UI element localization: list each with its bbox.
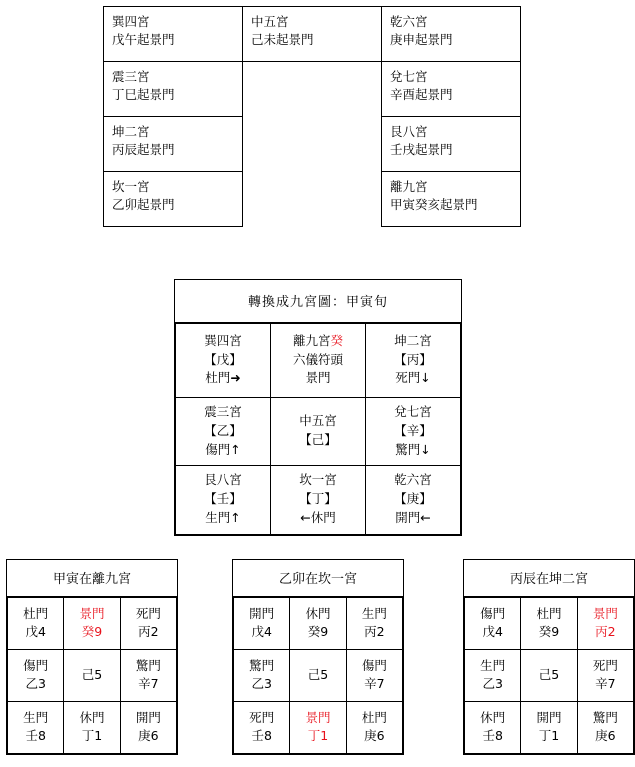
stem-number: 丁1 <box>307 728 329 743</box>
palace-label: 震三宮 <box>112 69 150 84</box>
palace-gate: 驚門↓ <box>395 441 431 457</box>
grid-cell <box>290 702 346 754</box>
grid-cell <box>234 650 290 702</box>
palace-cell-kun2 <box>366 324 461 398</box>
gate-grid-yimao <box>232 559 404 755</box>
palace-stem: 【壬】 <box>204 491 242 506</box>
palace-detail: 庚申起景門 <box>390 32 453 48</box>
palace-detail: 戊午起景門 <box>112 32 175 48</box>
palace-stem: 【辛】 <box>394 422 432 438</box>
gate-name: 生門 <box>23 709 49 725</box>
cell-gen8 <box>382 117 521 172</box>
palace-label: 艮八宮 <box>390 124 428 139</box>
palace-label-accent: 癸 <box>330 332 344 348</box>
stem-number: 己5 <box>307 666 329 682</box>
palace-detail: 乙卯起景門 <box>112 197 175 213</box>
palace-label: 震三宮 <box>204 404 242 419</box>
cell-kan1 <box>104 172 243 227</box>
gate-name: 休門 <box>79 709 105 725</box>
cell-empty-middle <box>243 117 382 172</box>
arrow-up-icon: ↑ <box>230 441 241 457</box>
palace-label: 兌七宮 <box>390 69 428 84</box>
grid-cell <box>8 702 64 754</box>
palace-label: 離九宮 <box>390 179 428 194</box>
palace-label: 離九宮癸 <box>292 332 344 348</box>
gate-name: 驚門 <box>249 657 275 673</box>
nine-palace-title: 轉換成九宮圖：甲寅旬 <box>175 280 461 323</box>
cell-zhong5 <box>243 7 382 62</box>
stem-number: 癸9 <box>538 624 560 639</box>
grid-cell <box>64 702 120 754</box>
palace-label: 坎一宮 <box>112 179 150 194</box>
stem-number: 庚6 <box>595 728 616 743</box>
palace-label: 乾六宮 <box>394 472 432 488</box>
cell-xun4 <box>104 7 243 62</box>
gate-grid <box>233 597 403 754</box>
table-row <box>8 598 177 650</box>
gate-name: 景門 <box>305 709 331 725</box>
palace-gate: 死門↓ <box>395 370 431 386</box>
palace-gate: 傷門↑ <box>205 441 241 457</box>
cell-kun2 <box>104 117 243 172</box>
grid-cell <box>521 702 577 754</box>
palace-label: 巽四宮 <box>112 14 150 29</box>
table-row <box>234 702 403 754</box>
table-row <box>234 598 403 650</box>
palace-label: 中五宮 <box>299 413 337 429</box>
palace-stem: 【庚】 <box>394 491 432 506</box>
cell-blank <box>243 172 382 227</box>
grid-cell-center <box>64 650 120 702</box>
table-row <box>8 650 177 702</box>
gate-name: 驚門 <box>135 657 161 673</box>
palace-cell-qian6 <box>366 466 461 534</box>
gate-name: 傷門 <box>480 605 506 621</box>
table-row <box>176 466 461 534</box>
palace-stem: 【丙】 <box>394 351 432 367</box>
gate-name: 景門 <box>79 605 105 621</box>
stem-number: 乙3 <box>251 676 272 691</box>
gate-name: 杜門 <box>23 605 49 621</box>
gate-grid-bingchen <box>463 559 635 755</box>
table-row <box>104 117 521 172</box>
table-row <box>465 598 634 650</box>
palace-label: 艮八宮 <box>204 472 242 488</box>
arrow-right-icon: ➜ <box>230 370 241 386</box>
stem-number: 庚6 <box>138 728 159 743</box>
palace-detail: 甲寅癸亥起景門 <box>390 197 478 213</box>
grid-cell <box>120 598 176 650</box>
gate-grid-jiayin <box>6 559 178 755</box>
palace-cell-gen8 <box>176 466 271 534</box>
palace-cell-kan1 <box>271 466 366 534</box>
grid-cell <box>120 702 176 754</box>
stem-number: 壬8 <box>482 728 503 743</box>
palace-label: 巽四宮 <box>204 332 242 348</box>
palace-cell-zhong5 <box>271 398 366 466</box>
stem-number: 乙3 <box>482 676 503 691</box>
grid-cell-center <box>521 650 577 702</box>
gate-name: 死門 <box>135 605 161 621</box>
gate-grid <box>7 597 177 754</box>
palace-gate: 杜門➜ <box>205 370 241 386</box>
grid-cell <box>120 650 176 702</box>
gate-name: 死門 <box>249 709 275 725</box>
grid-cell <box>234 702 290 754</box>
gate-name: 杜門 <box>361 709 387 725</box>
table-row <box>234 650 403 702</box>
table-row <box>465 650 634 702</box>
arrow-left-icon: ← <box>420 509 431 525</box>
grid-cell <box>465 598 521 650</box>
arrow-up-icon: ↑ <box>230 509 241 525</box>
stem-number: 丙2 <box>595 624 616 639</box>
stem-number: 戊4 <box>251 624 272 639</box>
palace-gate: 生門↑ <box>205 509 241 525</box>
table-row <box>176 324 461 398</box>
gate-name: 生門 <box>361 605 387 621</box>
grid-cell <box>346 650 402 702</box>
stem-number: 戊4 <box>482 624 503 639</box>
gate-grid-title: 丙辰在坤二宮 <box>464 560 634 597</box>
nine-palace-chart <box>174 279 462 536</box>
stem-number: 丙2 <box>138 624 159 639</box>
grid-cell <box>8 650 64 702</box>
gate-name: 開門 <box>249 605 275 621</box>
palace-label: 中五宮 <box>251 14 289 29</box>
palace-cell-dui7 <box>366 398 461 466</box>
palace-cell-xun4 <box>176 324 271 398</box>
stem-number: 庚6 <box>364 728 385 743</box>
arrow-down-icon: ↓ <box>420 441 431 457</box>
gate-name: 杜門 <box>536 605 562 621</box>
gate-grid <box>464 597 634 754</box>
gate-name: 開門 <box>536 709 562 725</box>
palace-label: 坤二宮 <box>112 124 150 139</box>
gate-name: 驚門 <box>592 709 618 725</box>
table-row <box>104 172 521 227</box>
palace-label: 乾六宮 <box>390 14 428 29</box>
table-row <box>176 398 461 466</box>
arrow-down-icon: ↓ <box>420 370 431 386</box>
palace-detail: 丁巳起景門 <box>112 87 175 103</box>
table-row <box>104 62 521 117</box>
table-row <box>465 702 634 754</box>
grid-cell <box>8 598 64 650</box>
palace-detail: 丙辰起景門 <box>112 142 175 158</box>
grid-cell-center <box>290 650 346 702</box>
gate-name: 景門 <box>592 605 618 621</box>
stem-number: 癸9 <box>81 624 103 639</box>
table-row <box>104 7 521 62</box>
grid-cell <box>346 598 402 650</box>
stem-number: 丁1 <box>81 728 103 743</box>
table-row <box>8 702 177 754</box>
grid-cell <box>577 650 633 702</box>
palace-stem: 【乙】 <box>204 422 242 438</box>
stem-number: 辛7 <box>595 676 616 691</box>
grid-cell <box>577 598 633 650</box>
cell-empty-middle <box>243 62 382 117</box>
palace-label: 坤二宮 <box>394 332 432 348</box>
gate-name: 開門 <box>135 709 161 725</box>
palace-gate: 景門 <box>305 370 331 386</box>
cell-dui7 <box>382 62 521 117</box>
gate-name: 傷門 <box>361 657 387 673</box>
arrow-left-icon: ← <box>300 509 311 525</box>
gate-grid-title: 乙卯在坎一宮 <box>233 560 403 597</box>
stem-number: 辛7 <box>364 676 385 691</box>
grid-cell <box>577 702 633 754</box>
gate-name: 死門 <box>592 657 618 673</box>
grid-cell <box>234 598 290 650</box>
xun-start-gate-table <box>103 6 521 227</box>
stem-number: 己5 <box>538 666 560 682</box>
grid-cell <box>521 598 577 650</box>
palace-stem: 【丁】 <box>299 491 337 506</box>
palace-note: 六儀符頭 <box>292 351 343 367</box>
grid-cell <box>465 650 521 702</box>
grid-cell <box>64 598 120 650</box>
stem-number: 己5 <box>81 666 103 682</box>
stem-number: 癸9 <box>307 624 329 639</box>
stem-number: 壬8 <box>251 728 272 743</box>
stem-number: 戊4 <box>25 624 46 639</box>
palace-detail: 壬戌起景門 <box>390 142 453 158</box>
gate-name: 傷門 <box>23 657 49 673</box>
gate-name: 休門 <box>480 709 506 725</box>
grid-cell <box>290 598 346 650</box>
palace-stem: 【己】 <box>299 432 337 448</box>
cell-zhen3 <box>104 62 243 117</box>
cell-qian6 <box>382 7 521 62</box>
stem-number: 乙3 <box>25 676 46 691</box>
grid-cell <box>346 702 402 754</box>
stem-number: 丙2 <box>364 624 385 639</box>
palace-label: 兌七宮 <box>394 404 432 419</box>
palace-detail: 辛酉起景門 <box>390 87 453 103</box>
grid-cell <box>465 702 521 754</box>
palace-cell-zhen3 <box>176 398 271 466</box>
nine-palace-grid <box>175 323 461 535</box>
palace-cell-li9 <box>271 324 366 398</box>
stem-number: 壬8 <box>25 728 46 743</box>
gate-grid-title: 甲寅在離九宮 <box>7 560 177 597</box>
palace-gate: ←休門 <box>300 509 336 525</box>
stem-number: 丁1 <box>538 728 560 743</box>
palace-stem: 【戊】 <box>204 351 242 367</box>
palace-label: 坎一宮 <box>299 472 337 488</box>
palace-detail: 己未起景門 <box>251 32 314 48</box>
stem-number: 辛7 <box>138 676 159 691</box>
gate-name: 休門 <box>305 605 331 621</box>
cell-li9 <box>382 172 521 227</box>
palace-gate: 開門← <box>395 509 431 525</box>
gate-name: 生門 <box>480 657 506 673</box>
